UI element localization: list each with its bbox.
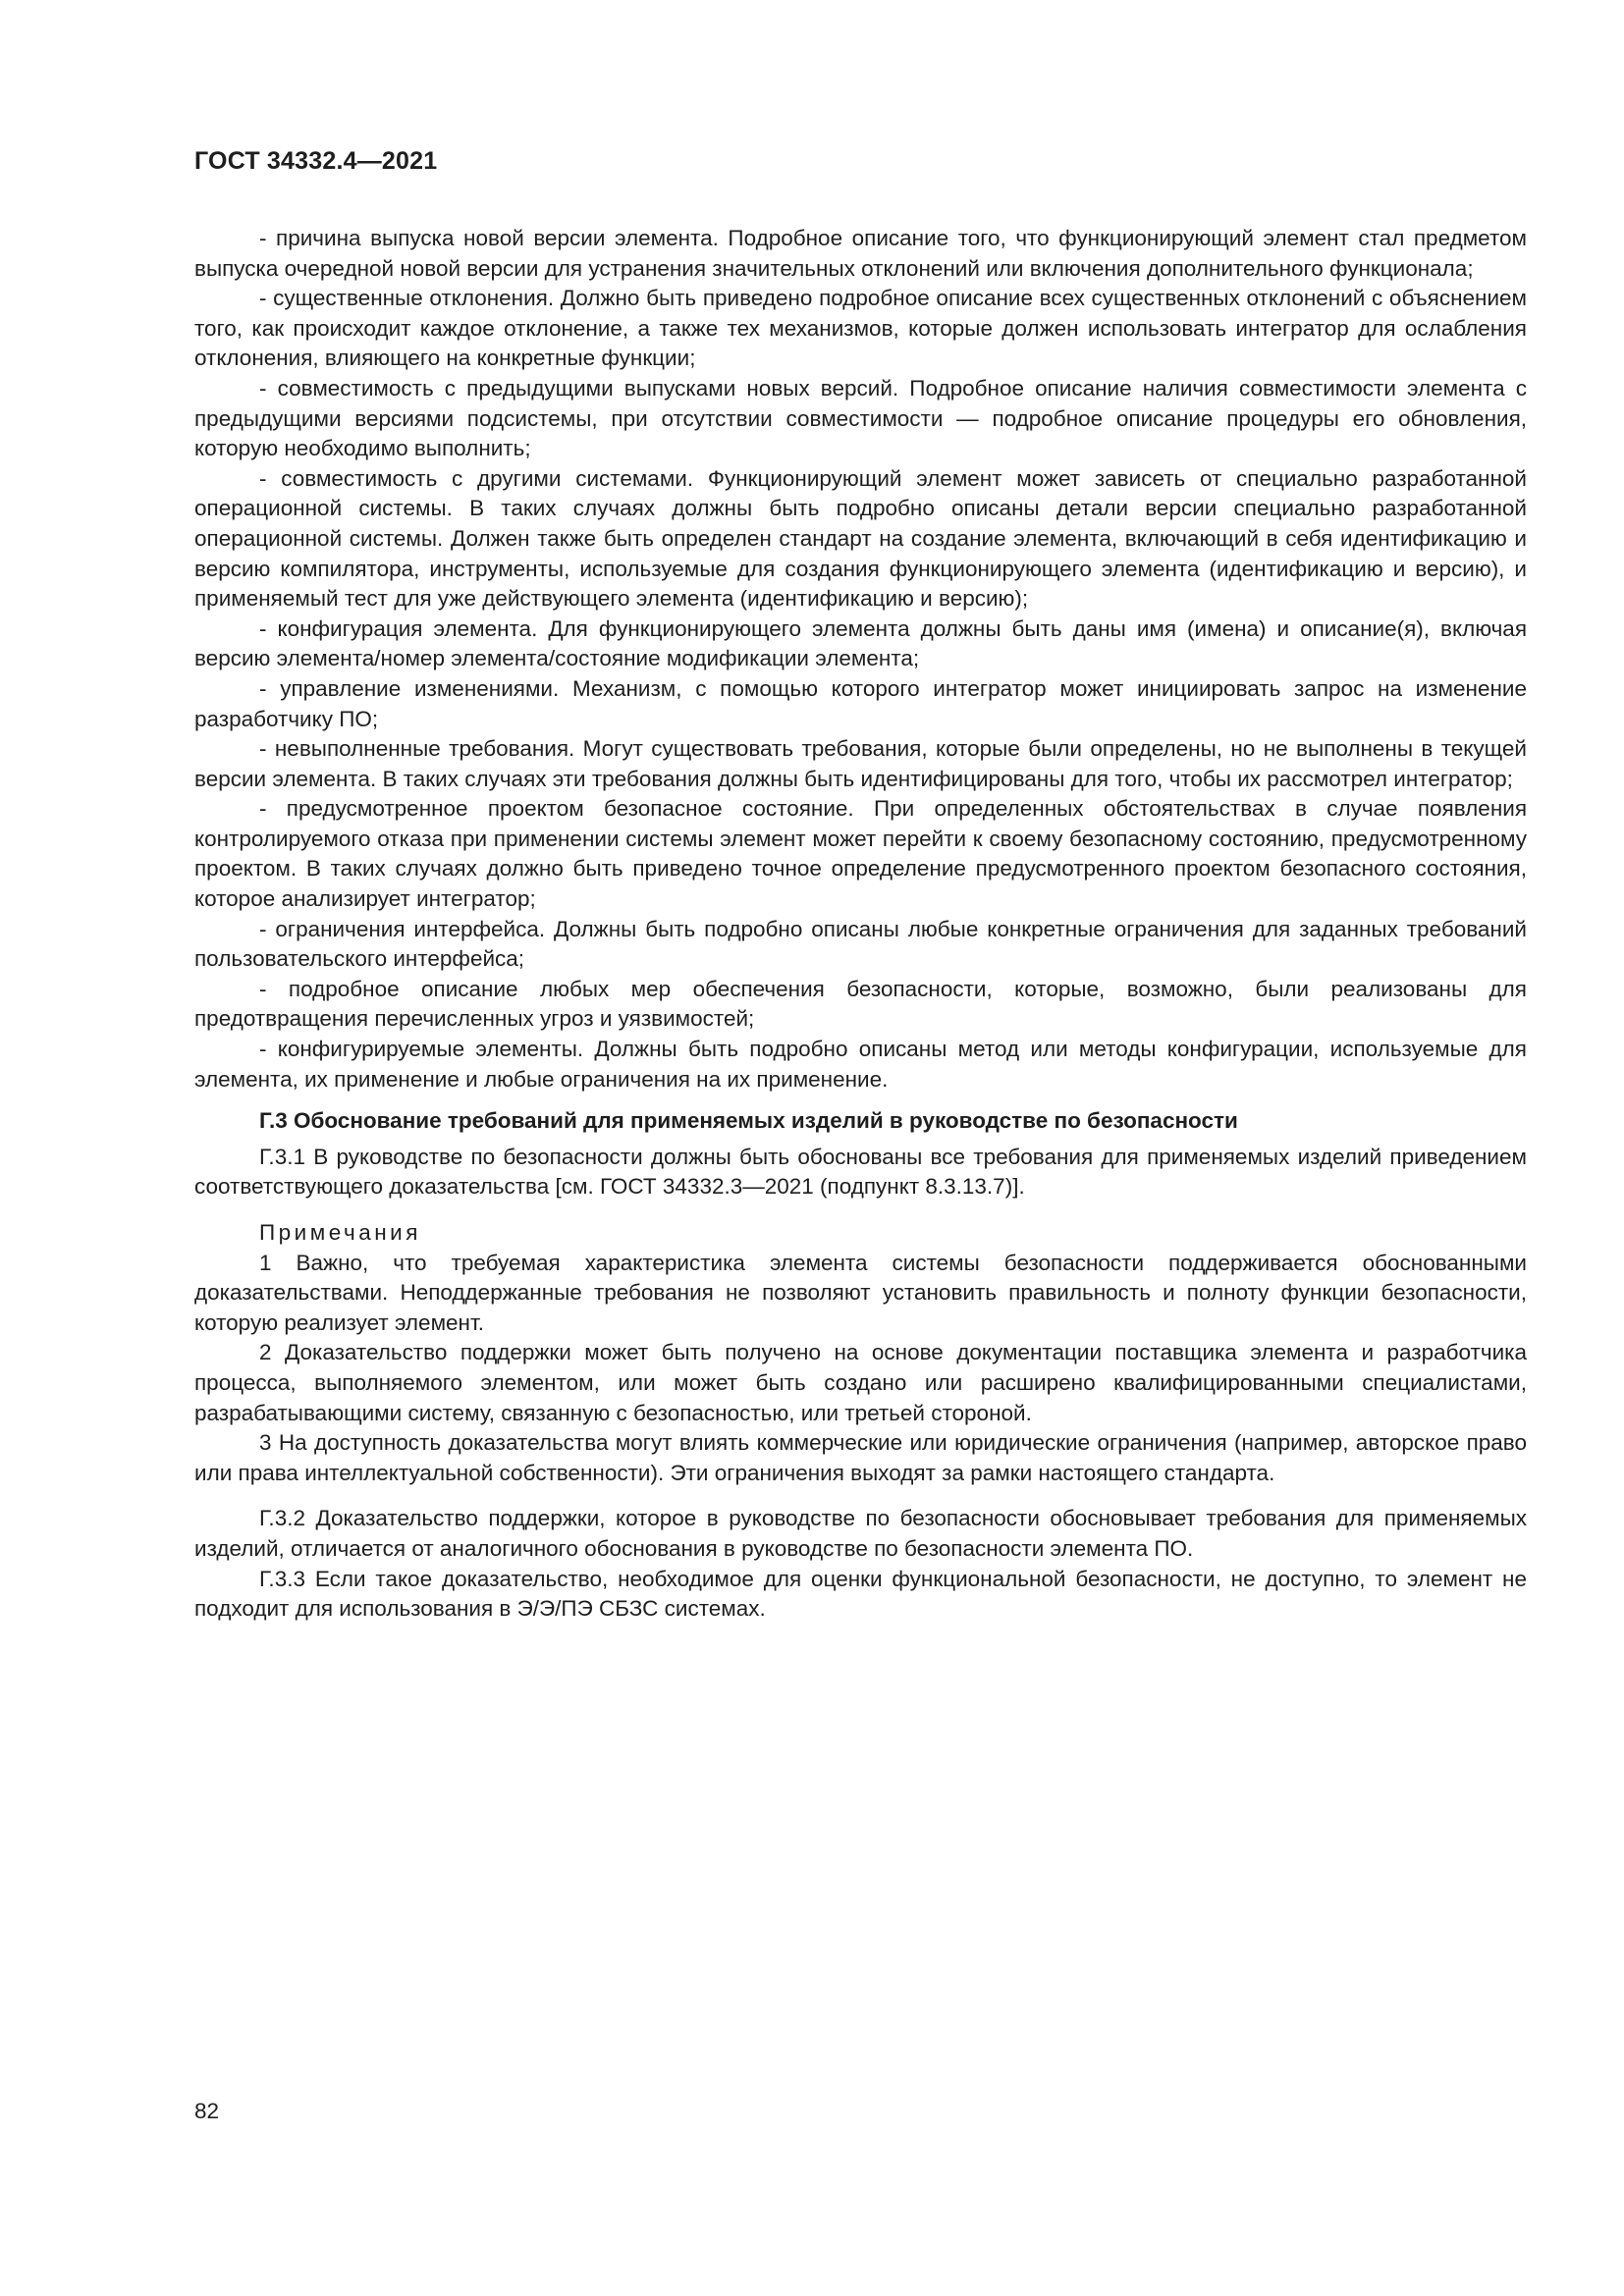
list-item: - конфигурируемые элементы. Должны быть подробно описаны метод или методы конфигурации, используемые для элемента, их применение и любые ограничения на их применение.	[194, 1037, 1527, 1092]
list-item: - предусмотренное проектом безопасное состояние. При определенных обстоятельствах в случае появления контролируемого отказа при применении системы элемент может перейти к своему безопасному состоянию, предусмотренному проектом. В таких случаях должно быть приведено точное определение предусмотренного проектом безопасного состояния, которое анализирует интегратор;	[194, 796, 1527, 912]
list-item: - существенные отклонения. Должно быть приведено подробное описание всех существенных отклонений с объяснением того, как происходит каждое отклонение, а также тех механизмов, которые должен использовать интегратор для ослабления отклонения, влияющего на конкретные функции;	[194, 286, 1527, 371]
list-item: - управление изменениями. Механизм, с помощью которого интегратор может инициировать запрос на изменение разработчику ПО;	[194, 675, 1527, 731]
document-body	[194, 224, 1527, 1625]
section-heading: Г.3 Обоснование требований для применяемых изделий в руководстве по безопасности	[259, 1108, 1238, 1134]
paragraph-g33: Г.3.3 Если такое доказательство, необходимое для оценки функциональной безопасности, не доступно, то элемент не подходит для использования в Э/Э/ПЭ СБЗС системах.	[194, 1566, 1527, 1622]
paragraph-g32: Г.3.2 Доказательство поддержки, которое в руководстве по безопасности обосновывает требования для применяемых изделий, отличается от аналогичного обоснования в руководстве по безопасности элемента ПО.	[194, 1506, 1527, 1561]
list-item: - причина выпуска новой версии элемента. Подробное описание того, что функционирующий элемент стал предметом выпуска очередной новой версии для устранения значительных отклонений или включения дополнительного функционала;	[194, 226, 1527, 281]
list-item: - невыполненные требования. Могут существовать требования, которые были определены, но не выполнены в текущей версии элемента. В таких случаях эти требования должны быть идентифицированы для того, чтобы их рассмотрел интегратор;	[194, 736, 1527, 791]
list-item: - совместимость с предыдущими выпусками новых версий. Подробное описание наличия совместимости элемента с предыдущими версиями подсистемы, при отсутствии совместимости — подробное описание процедуры его обновления, которую необходимо выполнить;	[194, 375, 1527, 461]
notes-title: Примечания	[259, 1220, 421, 1245]
list-item: - подробное описание любых мер обеспечения безопасности, которые, возможно, были реализованы для предотвращения перечисленных угроз и уязвимостей;	[194, 976, 1527, 1032]
document-header: ГОСТ 34332.4—2021	[194, 147, 438, 175]
note-item: 2 Доказательство поддержки может быть получено на основе документации поставщика элемента и разработчика процесса, выполняемого элементом, или может быть создано или расширено квалифицированными специалистами, разрабатывающими систему, связанную с безопасностью, или третьей стороной.	[194, 1340, 1527, 1425]
note-item: 3 На доступность доказательства могут влиять коммерческие или юридические ограничения (например, авторское право или права интеллектуальной собственности). Эти ограничения выходят за рамки настоящего стандарта.	[194, 1430, 1527, 1485]
list-item: - совместимость с другими системами. Функционирующий элемент может зависеть от специально разработанной операционной системы. В таких случаях должны быть подробно описаны детали версии специально разработанной операционной системы. Должен также быть определен стандарт на создание элемента, включающий в себя идентификацию и версию компилятора, инструменты, используемые для создания функционирующего элемента (идентификацию и версию), и применяемый тест для уже действующего элемента (идентификацию и версию);	[194, 465, 1527, 612]
page-number: 82	[194, 2099, 220, 2123]
paragraph-g31: Г.3.1 В руководстве по безопасности должны быть обоснованы все требования для применяемых изделий приведением соответствующего доказательства [см. ГОСТ 34332.3—2021 (подпункт 8.3.13.7)].	[194, 1144, 1527, 1200]
list-item: - ограничения интерфейса. Должны быть подробно описаны любые конкретные ограничения для заданных требований пользовательского интерфейса;	[194, 916, 1527, 972]
list-item: - конфигурация элемента. Для функционирующего элемента должны быть даны имя (имена) и описание(я), включая версию элемента/номер элемента/состояние модификации элемента;	[194, 615, 1527, 671]
note-item: 1 Важно, что требуемая характеристика элемента системы безопасности поддерживается обоснованными доказательствами. Неподдержанные требования не позволяют установить правильность и полноту функции безопасности, которую реализует элемент.	[194, 1250, 1527, 1335]
